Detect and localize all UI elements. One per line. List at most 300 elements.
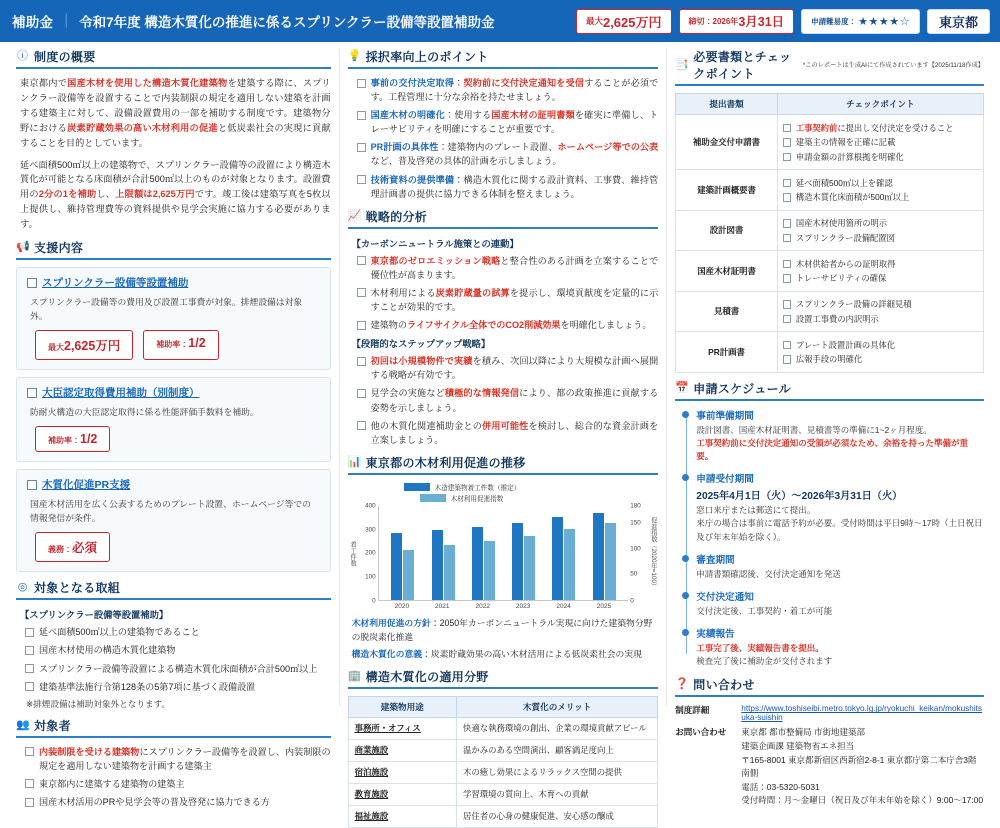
timeline-line: 設計図書、国産木材証明書、見積書等の準備に1~2ヶ月程度。 bbox=[696, 424, 932, 435]
section-contact-header bbox=[675, 676, 984, 697]
strategy-pre: 木材利用による bbox=[370, 287, 436, 298]
bar-group bbox=[552, 506, 575, 600]
section-target-activities bbox=[16, 579, 331, 709]
xtick: 2020 bbox=[394, 602, 410, 610]
bar-series1 bbox=[391, 533, 402, 600]
checkpoint: 木材供給者からの証明取得 bbox=[783, 258, 978, 270]
section-overview bbox=[16, 48, 331, 232]
table-row bbox=[676, 332, 984, 373]
building-icon: 🏢 bbox=[347, 669, 362, 682]
ytick: 100 bbox=[365, 573, 376, 581]
schedule-timeline bbox=[682, 408, 984, 669]
checkpoint-text: に提出し交付決定を受けること bbox=[837, 122, 954, 133]
question-icon: ❓ bbox=[675, 678, 689, 691]
col-header-checkpoint: チェックポイント bbox=[777, 94, 983, 115]
bar-series1 bbox=[552, 517, 563, 600]
support-pill-value: 1/2 bbox=[188, 336, 206, 351]
list-item: 建築基準法施行令第128条の5第7項に基づく設備設置 bbox=[24, 680, 331, 694]
timeline-line: 申請書類確認後、交付決定通知を発送 bbox=[696, 568, 841, 579]
section-contact-title: 問い合わせ bbox=[693, 678, 755, 693]
checkpoint: スプリンクラー設備配置図 bbox=[783, 232, 978, 244]
program-detail-link[interactable]: https://www.toshiseibi.metro.tokyo.lg.jp/ryokuchi_keikan/mokushitsuka-suishin bbox=[741, 704, 983, 723]
cell-doc-name: 建築計画概要書 bbox=[676, 170, 778, 211]
section-contact bbox=[675, 676, 984, 808]
cell-use: 教育施設 bbox=[348, 783, 456, 805]
overview-p2-a: 延べ面積500㎡以上の建築物で、スプリンクラー設備等の設置により構造木質化が可能となる床面積が合計500㎡以上のものが対象となります。設置費用の bbox=[20, 159, 331, 200]
cell-doc-name: 見積書 bbox=[676, 291, 778, 332]
list-item bbox=[356, 108, 659, 136]
support-pill bbox=[143, 330, 218, 360]
point-rest: を確実に準備し、トレーサビリティを明確にすることが重要です。 bbox=[370, 110, 659, 135]
point-rest: など、普及啓発の具体的計画を示しましょう。 bbox=[370, 156, 562, 167]
list-item: 延べ面積500㎡以上の建築物であること bbox=[24, 625, 331, 639]
section-strategy-header bbox=[348, 208, 659, 229]
timeline-title: 実績報告 bbox=[696, 629, 735, 641]
legend-swatch bbox=[420, 494, 446, 502]
section-overview-title: 制度の概要 bbox=[34, 50, 96, 64]
section-support-title: 支援内容 bbox=[34, 241, 84, 256]
list-item: スプリンクラー設備等設置による構造木質化床面積が合計500㎡以上 bbox=[24, 662, 331, 676]
table-header-row bbox=[348, 696, 658, 717]
strategy-pre: 建築物の bbox=[370, 320, 407, 331]
timeline-title: 申請受付期間 bbox=[696, 474, 754, 486]
ytick-right: 100 bbox=[630, 545, 641, 553]
strategy-rest: を積み、次回以降により大規模な計画へ展開する戦略が有効です。 bbox=[370, 356, 659, 381]
list-item bbox=[356, 140, 659, 168]
table-header-row bbox=[676, 94, 984, 115]
timeline-title: 事前準備期間 bbox=[696, 410, 754, 422]
chart-ylabel-left: 着工件数 bbox=[349, 540, 357, 566]
list-item bbox=[356, 76, 659, 104]
people-icon: 👥 bbox=[16, 718, 30, 731]
support-card-desc: 防耐火構造の大臣認定取得に係る性能評価手数料を補助。 bbox=[30, 407, 259, 418]
timeline-title: 審査期間 bbox=[696, 554, 735, 566]
checkpoint: 延べ面積500㎡以上を確認 bbox=[783, 177, 978, 189]
point-red: 国産木材の証明書類 bbox=[491, 110, 575, 121]
section-support-header bbox=[16, 239, 331, 260]
section-eligible-title: 対象者 bbox=[34, 718, 71, 733]
timeline-line-warning: 工事完了後、実績報告書を提出。 bbox=[696, 643, 824, 654]
checkpoint: 国産木材使用箇所の明示 bbox=[783, 217, 978, 229]
support-pill bbox=[35, 330, 133, 360]
checkpoint: 広報手段の明確化 bbox=[783, 353, 978, 365]
badge-max-amount-prefix: 最大 bbox=[585, 16, 603, 26]
badge-difficulty-label: 申請難易度： bbox=[811, 16, 857, 26]
strategy-red: ライフサイクル全体でのCO2削減効果 bbox=[407, 320, 561, 331]
target-icon: ◎ bbox=[17, 581, 28, 594]
list-item: 国産木材使用の構造木質化建築物 bbox=[24, 643, 331, 657]
cell-merit: 居住者の心身の健康促進、安心感の醸成 bbox=[456, 805, 657, 827]
section-overview-header bbox=[16, 48, 331, 69]
cell-checkpoints bbox=[777, 332, 983, 373]
overview-p2-c: です。竣工後は建築写真を5枚以上提供し、維持管理費等の資料提供や見学会実施に協力する必要があります。 bbox=[20, 189, 331, 230]
timeline-item bbox=[696, 471, 984, 544]
table-row bbox=[348, 739, 658, 761]
contact-line: 受付時間：月～金曜日（祝日及び年末年始を除く）9:00～17:00 bbox=[741, 795, 984, 806]
checkpoint: トレーサビリティの確保 bbox=[783, 272, 978, 284]
contact-detail-row bbox=[675, 704, 984, 722]
legend-label: 木造建築物着工件数（推定） bbox=[434, 484, 521, 492]
strategy-group2-list bbox=[356, 354, 659, 447]
point-rest: することが必須です。工程管理に十分な余裕を持たせましょう。 bbox=[370, 78, 659, 103]
checkpoint: スプリンクラー設備の詳細見積 bbox=[783, 298, 978, 310]
strategy-group1-list bbox=[356, 254, 659, 332]
cell-checkpoints bbox=[777, 210, 983, 251]
overview-p1-b: を建築する際に、スプリンクラー設備等を設置することで内装制限の規定を適用しない建築を計画する建築主に対して、設備設置費用の一部を補助する制度です。建築物分野における bbox=[20, 78, 331, 133]
list-item bbox=[356, 173, 659, 201]
point-label: 国産木材の明確化 bbox=[370, 110, 445, 121]
chart-yaxis-left bbox=[358, 502, 378, 605]
point-label: 技術資料の提供準備 bbox=[370, 174, 455, 185]
section-support bbox=[16, 239, 331, 572]
support-card-pills bbox=[35, 532, 320, 562]
chart-yaxis-right bbox=[628, 502, 648, 605]
bar-series1 bbox=[512, 523, 523, 600]
megaphone-icon: 📢 bbox=[16, 241, 30, 254]
table-row bbox=[676, 170, 984, 211]
cell-use: 宿泊施設 bbox=[348, 761, 456, 783]
bar-chart-icon: 📊 bbox=[347, 455, 362, 468]
section-chart-title: 東京都の木材利用促進の推移 bbox=[365, 455, 526, 470]
chart-xaxis bbox=[378, 601, 629, 610]
documents-icon: 📑 bbox=[675, 58, 689, 71]
support-card bbox=[16, 267, 331, 370]
overview-p2-red2: 上限額は2,625万円 bbox=[115, 189, 195, 200]
eligible-red: 内装制限を受ける建築物 bbox=[39, 746, 140, 757]
cell-doc-name: 設計図書 bbox=[676, 210, 778, 251]
cell-use: 事務所・オフィス bbox=[348, 717, 456, 739]
wood-usage-chart bbox=[348, 482, 659, 610]
list-item bbox=[356, 254, 659, 282]
point-label: PR計画の具体性 bbox=[370, 142, 439, 153]
overview-p1-red2: 炭素貯蔵効果の高い木材利用の促進 bbox=[67, 122, 218, 133]
point-sep: ： bbox=[438, 142, 448, 153]
xtick: 2023 bbox=[515, 602, 531, 610]
header-separator: ｜ bbox=[59, 13, 74, 29]
xtick: 2024 bbox=[556, 602, 571, 610]
section-fields-header bbox=[348, 668, 659, 689]
list-item bbox=[24, 777, 331, 791]
table-row bbox=[676, 115, 984, 170]
bar-series1 bbox=[593, 513, 604, 599]
checkpoint: 設置工事費の内訳明示 bbox=[783, 313, 978, 325]
xtick: 2021 bbox=[435, 602, 450, 610]
ytick-right: 180 bbox=[630, 502, 641, 510]
timeline-line: 交付決定後、工事契約・着工が可能 bbox=[696, 605, 833, 616]
chart-ylabel-right: 促進指数（2020年=100） bbox=[649, 517, 657, 590]
section-chart bbox=[348, 454, 659, 661]
cell-merit: 学習環境の質向上、木育への貢献 bbox=[456, 783, 657, 805]
section-schedule-header bbox=[675, 380, 984, 401]
strategy-pre: 見学会の実施など bbox=[370, 388, 445, 399]
overview-paragraph-1 bbox=[20, 76, 331, 151]
col-header-use: 建築物用途 bbox=[348, 696, 456, 717]
badge-deadline-prefix: 締切：2026年 bbox=[688, 16, 739, 26]
ytick: 300 bbox=[365, 526, 376, 534]
timeline-item bbox=[696, 552, 984, 581]
xtick: 2025 bbox=[596, 602, 612, 610]
strategy-rest: を提示し、環境貢献度を定量的に示すことが効果的です。 bbox=[370, 287, 659, 313]
list-item bbox=[356, 419, 659, 447]
timeline-title: 交付決定通知 bbox=[696, 591, 754, 603]
bar-series1 bbox=[432, 530, 443, 600]
col-header-merit: 木質化のメリット bbox=[456, 696, 657, 717]
overview-p1-red1: 国産木材を使用した構造木質化建築物 bbox=[67, 78, 228, 88]
overview-p2-red1: 2分の1を補助 bbox=[38, 189, 97, 200]
strategy-red: 東京都のゼロエミッション戦略 bbox=[370, 255, 501, 266]
bar-group bbox=[391, 506, 414, 600]
table-row bbox=[676, 291, 984, 332]
badge-difficulty bbox=[801, 9, 920, 34]
section-schedule bbox=[675, 380, 984, 669]
legend-label: 木材利用促進指数 bbox=[450, 495, 504, 503]
bar-series2 bbox=[444, 545, 455, 599]
cell-merit: 快適な執務環境の創出、企業の環境貢献アピール bbox=[456, 717, 657, 739]
chart-note-1 bbox=[352, 616, 659, 644]
section-documents-title: 必要書類とチェックポイント bbox=[693, 50, 792, 81]
badge-deadline-value: 3月31日 bbox=[738, 15, 785, 29]
strategy-red: 初回は小規模物件で実績 bbox=[370, 356, 473, 367]
ytick-right: 0 bbox=[630, 597, 634, 605]
ytick: 400 bbox=[365, 502, 376, 510]
cell-use: 福祉施設 bbox=[348, 805, 456, 827]
contact-inquiry-value bbox=[741, 726, 984, 808]
checkpoint: 申請金額の計算根拠を明確化 bbox=[783, 151, 978, 163]
overview-p2-b: し、 bbox=[96, 189, 116, 200]
chart-line-icon: 📈 bbox=[347, 209, 362, 222]
section-fields bbox=[348, 668, 659, 828]
list-item bbox=[356, 354, 659, 382]
cell-doc-name: PR計画書 bbox=[676, 332, 778, 373]
support-pill-value: 2,625万円 bbox=[64, 339, 121, 354]
table-row bbox=[348, 761, 658, 783]
cell-checkpoints bbox=[777, 251, 983, 292]
contact-inquiry-label: お問い合わせ bbox=[675, 727, 727, 738]
checkpoint bbox=[783, 122, 978, 134]
strategy-red: 併用可能性 bbox=[482, 420, 529, 431]
support-card-pills bbox=[35, 426, 320, 452]
support-pill-value: 1/2 bbox=[80, 432, 98, 447]
point-red: 契約前に交付決定通知を受信 bbox=[463, 78, 585, 88]
support-card-title: 大臣認定取得費用補助（別制度） bbox=[27, 385, 320, 400]
timeline-item bbox=[696, 589, 984, 618]
strategy-rest: と整合性のある計画を立案することで優位性が高まります。 bbox=[370, 255, 659, 280]
bar-series2 bbox=[605, 523, 616, 600]
badge-deadline bbox=[679, 9, 795, 34]
chart-note-1-text: 2050年カーボンニュートラル実現に向けた建築物分野の脱炭素化推進 bbox=[351, 617, 653, 642]
support-pill-prefix: 補助率： bbox=[48, 436, 80, 446]
support-pill bbox=[35, 532, 110, 562]
page-body bbox=[0, 42, 1000, 822]
badge-region: 東京都 bbox=[927, 9, 990, 34]
bar-series1 bbox=[472, 527, 483, 600]
column-middle bbox=[339, 48, 668, 822]
col-header-document: 提出書類 bbox=[676, 94, 778, 115]
section-eligible bbox=[16, 717, 331, 809]
list-item bbox=[356, 286, 659, 314]
section-eligible-header bbox=[16, 717, 331, 738]
overview-paragraph-2 bbox=[20, 158, 331, 233]
lightbulb-icon: 💡 bbox=[347, 50, 362, 62]
contact-line: 電話：03-5320-5031 bbox=[741, 781, 820, 792]
point-sep: ： bbox=[454, 78, 464, 88]
checkpoint-red: 工事契約前 bbox=[795, 122, 838, 133]
list-item bbox=[24, 795, 331, 809]
point-red: ホームページ等での公表 bbox=[557, 142, 659, 153]
calendar-icon: 📅 bbox=[675, 381, 689, 394]
legend-item bbox=[404, 482, 521, 492]
chart-note-2 bbox=[352, 647, 659, 661]
badge-difficulty-stars: ★★★★☆ bbox=[858, 15, 910, 28]
column-left bbox=[8, 48, 339, 808]
timeline-date: 2025年4月1日（火）～2026年3月31日（火） bbox=[696, 491, 903, 503]
strategy-red: 積極的な情報発信 bbox=[444, 388, 520, 399]
table-row bbox=[348, 805, 658, 827]
list-item bbox=[356, 318, 659, 332]
eligible-rest: 国産木材活用のPRや見学会等の普及啓発に協力できる方 bbox=[39, 797, 270, 808]
section-points-header bbox=[348, 48, 659, 69]
contact-line: 東京都 都市整備局 市街地建築部 bbox=[741, 727, 866, 738]
section-strategy bbox=[348, 208, 659, 447]
list-item bbox=[356, 386, 659, 414]
target-activities-list bbox=[24, 625, 331, 693]
timeline-item bbox=[696, 408, 984, 464]
strategy-pre: 他の木質化関連補助金との bbox=[370, 420, 483, 431]
contact-detail-label: 制度詳細 bbox=[675, 705, 710, 716]
page-header bbox=[0, 0, 1000, 42]
strategy-group1-label: 【カーボンニュートラル施策との連動】 bbox=[351, 238, 519, 249]
overview-p1-a: 東京都内で bbox=[20, 78, 68, 88]
support-pill-value: 必須 bbox=[72, 541, 98, 556]
strategy-rest: を明確化しましょう。 bbox=[560, 320, 652, 331]
table-row bbox=[348, 783, 658, 805]
cell-doc-name: 国産木材証明書 bbox=[676, 251, 778, 292]
xtick: 2022 bbox=[475, 602, 490, 610]
section-chart-header bbox=[348, 454, 659, 475]
point-sep: ： bbox=[454, 174, 464, 185]
section-points bbox=[348, 48, 659, 201]
timeline-item bbox=[696, 626, 984, 668]
support-pill bbox=[35, 426, 110, 452]
point-rest: 構造木質化に関する設計資料、工事費、維持管理計画書の提供に協力できる体制を整えましょう。 bbox=[370, 174, 659, 199]
section-fields-title: 構造木質化の適用分野 bbox=[365, 669, 489, 684]
strategy-red: 炭素貯蔵量の試算 bbox=[435, 287, 510, 298]
chart-bars bbox=[378, 506, 629, 601]
ai-generated-note: *このレポートは生成AIにて作成されています【2025/11/18作成】 bbox=[802, 61, 984, 69]
strategy-rest: を検討し、総合的な資金計画を立案しましょう。 bbox=[370, 420, 659, 445]
section-documents bbox=[675, 48, 984, 373]
table-row bbox=[676, 251, 984, 292]
section-points-title: 採択率向上のポイント bbox=[365, 50, 489, 64]
support-pill-prefix: 補助率： bbox=[156, 340, 189, 350]
support-card-desc: 国産木材活用を広く公表するためのプレート設置、ホームページ等での情報発信が条件。 bbox=[30, 499, 311, 524]
page-title: 令和7年度 構造木質化の推進に係るスプリンクラー設備等設置補助金 bbox=[79, 15, 495, 30]
checkpoint: プレート設置計画の具体化 bbox=[783, 339, 978, 351]
eligible-rest: にスプリンクラー設備等を設置し、内装制限の規定を適用しない建築物を計画する建築主 bbox=[39, 746, 331, 771]
contact-line: 建築企画課 建築物省エネ担当 bbox=[741, 741, 855, 752]
badge-max-amount bbox=[576, 9, 672, 34]
timeline-line: 来庁の場合は事前に電話予約が必要。受付時間は平日9時～17時（土日祝日及び年末年始を除く）。 bbox=[696, 518, 983, 542]
point-label: 事前の交付決定取得 bbox=[370, 78, 455, 88]
eligible-list bbox=[24, 745, 331, 809]
bar-group bbox=[432, 506, 455, 600]
target-subhead: 【スプリンクラー設備等設置補助】 bbox=[20, 610, 169, 621]
checkpoint: 構造木質化床面積が500㎡以上 bbox=[783, 191, 978, 203]
timeline-line: 検査完了後に補助金が交付されます bbox=[696, 656, 833, 667]
strategy-group2-label: 【段階的なステップアップ戦略】 bbox=[351, 339, 491, 350]
cell-doc-name: 補助金交付申請書 bbox=[676, 115, 778, 170]
ytick-right: 50 bbox=[630, 570, 638, 578]
bar-series2 bbox=[403, 550, 414, 600]
timeline-line: 窓口来庁または郵送にて提出。 bbox=[696, 505, 816, 516]
support-card-title: 木質化促進PR支援 bbox=[27, 477, 320, 492]
ytick-right: 150 bbox=[630, 519, 641, 527]
strategy-rest: により、都の政策推進に貢献する姿勢を示しましょう。 bbox=[370, 388, 659, 413]
badge-max-amount-value: 2,625万円 bbox=[602, 14, 662, 30]
points-list bbox=[356, 76, 659, 201]
cell-checkpoints bbox=[777, 291, 983, 332]
chart-note-2-label: 構造木質化の意義： bbox=[351, 648, 431, 659]
contact-inquiry-row bbox=[675, 726, 984, 808]
support-card-pills bbox=[35, 330, 320, 360]
section-strategy-title: 戦略的分析 bbox=[365, 209, 428, 224]
section-schedule-title: 申請スケジュール bbox=[693, 381, 791, 396]
column-right bbox=[667, 48, 992, 806]
ytick: 200 bbox=[365, 549, 376, 557]
support-card-desc: スプリンクラー設備等の費用及び設置工事費が対象。排煙設備は対象外。 bbox=[30, 297, 303, 322]
bar-series2 bbox=[524, 536, 535, 600]
fields-table bbox=[348, 696, 659, 828]
list-item bbox=[24, 745, 331, 773]
info-icon: ⓘ bbox=[17, 50, 28, 62]
contact-line: 〒165-8001 東京都新宿区西新宿2-8-1 東京都庁第二本庁舎3階南側 bbox=[741, 754, 977, 779]
point-sep: ： bbox=[444, 110, 455, 121]
table-row bbox=[676, 210, 984, 251]
header-category-tag: 補助金 bbox=[12, 15, 54, 30]
support-pill-prefix: 最大 bbox=[48, 343, 64, 353]
support-card bbox=[16, 377, 331, 462]
point-pre: 建築物内のプレート設置、 bbox=[447, 142, 558, 153]
bar-group bbox=[512, 506, 535, 600]
table-row bbox=[348, 717, 658, 739]
section-target-activities-title: 対象となる取組 bbox=[34, 581, 121, 596]
chart-legend bbox=[404, 482, 659, 503]
chart-note-1-label: 木材利用促進の方針： bbox=[351, 617, 440, 628]
support-pill-prefix: 義務： bbox=[48, 545, 72, 555]
checkpoint: 建築主の情報を正確に記載 bbox=[783, 136, 978, 148]
chart-plot-area bbox=[348, 502, 659, 605]
overview-p1-c: と低炭素社会の実現に貢献することを目的としています。 bbox=[20, 122, 331, 148]
bar-group bbox=[472, 506, 495, 600]
section-target-activities-header bbox=[16, 579, 331, 600]
cell-merit: 木の癒し効果によるリラックス空間の提供 bbox=[456, 761, 657, 783]
cell-checkpoints bbox=[777, 115, 983, 170]
bar-series2 bbox=[484, 541, 495, 600]
support-card-title: スプリンクラー設備等設置補助 bbox=[27, 275, 320, 290]
cell-merit: 温かみのある空間演出、顧客満足度向上 bbox=[456, 739, 657, 761]
legend-swatch bbox=[404, 483, 430, 491]
eligible-rest: 東京都内に建築する建築物の建築主 bbox=[39, 778, 185, 789]
cell-checkpoints bbox=[777, 170, 983, 211]
point-pre: 使用する bbox=[454, 110, 492, 121]
ytick: 0 bbox=[372, 597, 376, 605]
support-card bbox=[16, 469, 331, 572]
section-documents-header bbox=[675, 48, 984, 86]
bar-group bbox=[593, 506, 616, 600]
documents-table bbox=[675, 93, 984, 373]
legend-item bbox=[420, 493, 504, 503]
cell-use: 商業施設 bbox=[348, 739, 456, 761]
